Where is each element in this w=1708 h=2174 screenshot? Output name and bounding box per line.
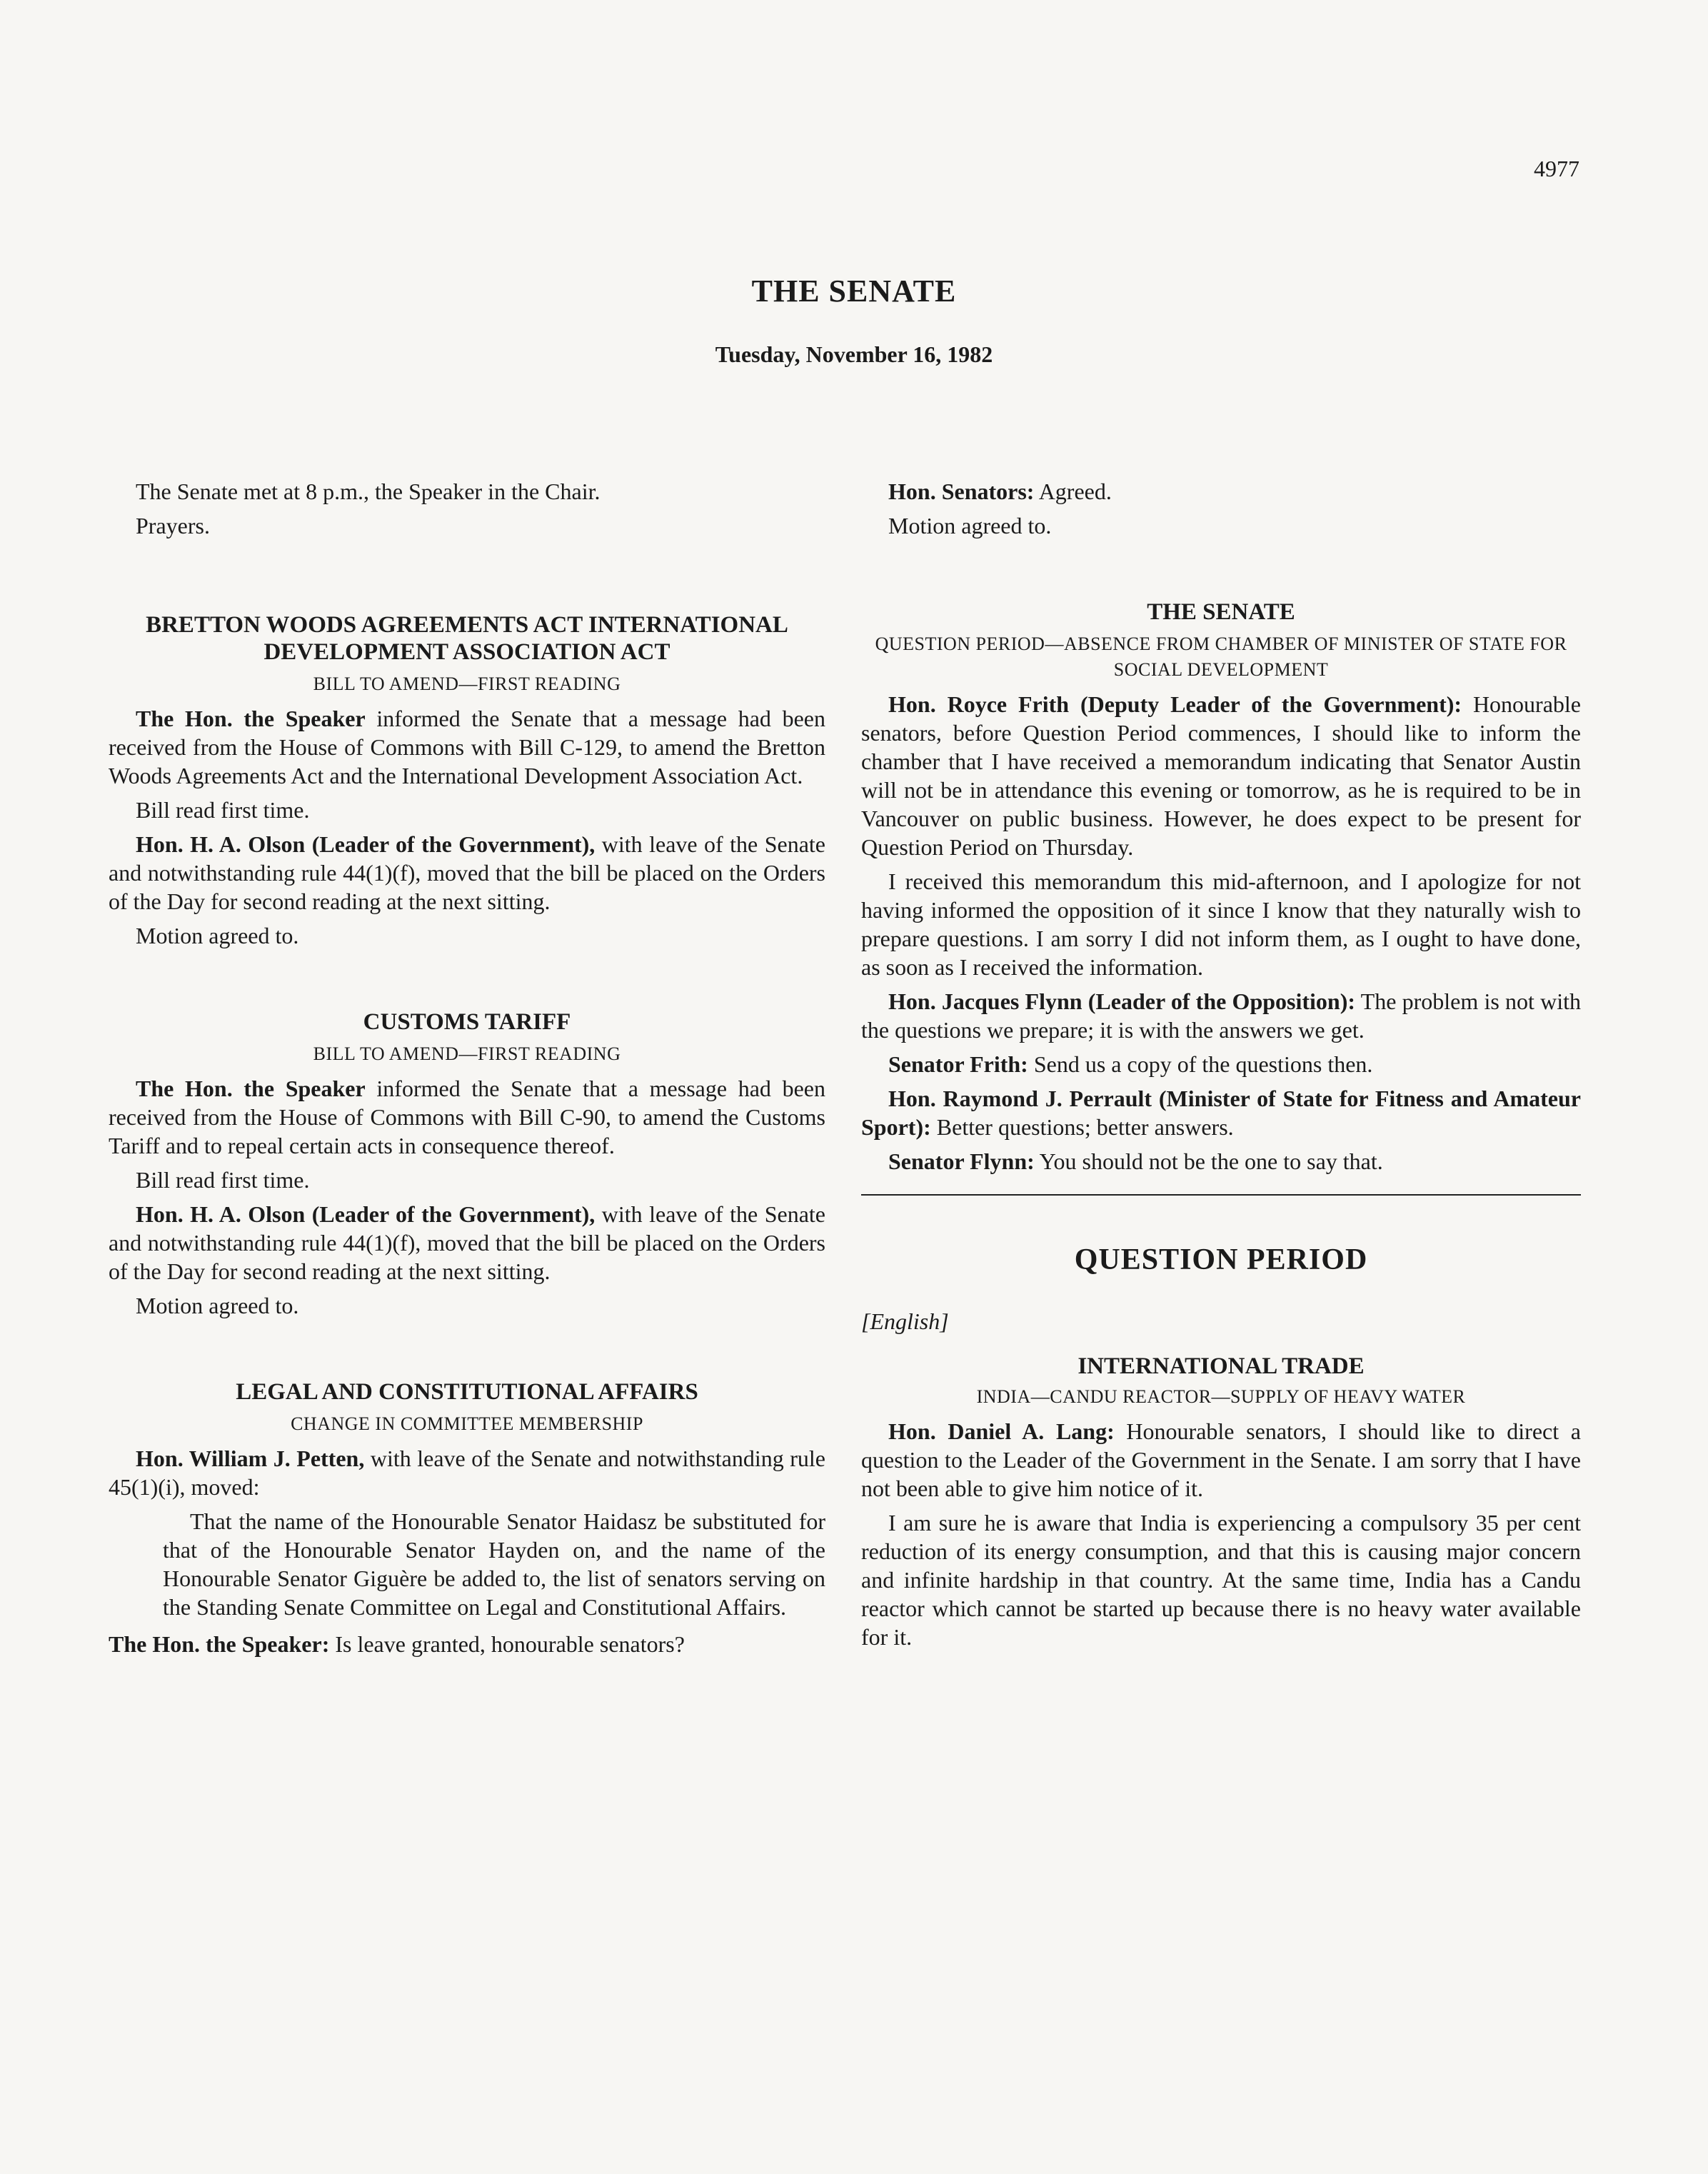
speaker-name: Hon. Raymond J. Perrault (Minister of State for Fitness and Amateur Sport):: [861, 1086, 1581, 1140]
topic-subheading: INDIA—CANDU REACTOR—SUPPLY OF HEAVY WATER: [976, 1386, 1466, 1407]
topic-heading: INTERNATIONAL TRADE: [1077, 1353, 1365, 1379]
section-heading: BRETTON WOODS AGREEMENTS ACT INTERNATIONAL DEVELOPMENT ASSOCIATION ACT: [146, 612, 788, 665]
speaker-name: Hon. Jacques Flynn (Leader of the Opposition):: [888, 988, 1356, 1014]
page-date: Tuesday, November 16, 1982: [715, 341, 993, 367]
speaker-name: Hon. H. A. Olson (Leader of the Government),: [136, 831, 596, 857]
section-customs-tariff: [109, 1008, 825, 1320]
section-divider: [861, 1194, 1581, 1196]
page-number: 4977: [1534, 156, 1579, 181]
speech-paragraph: I am sure he is aware that India is experiencing a compulsory 35 per cent reduction of its energy consumption, and that this is causing major concern and infinite hardship in that country. At the same time, India has a Candu reactor which cannot be started up because there is no heavy water available for it.: [861, 1510, 1581, 1650]
section-subheading: BILL TO AMEND—FIRST READING: [313, 1043, 621, 1064]
procedural-note: Motion agreed to.: [136, 923, 299, 948]
section-subheading: BILL TO AMEND—FIRST READING: [313, 673, 621, 694]
speech-paragraph: [861, 1417, 1581, 1503]
section-subheading: CHANGE IN COMMITTEE MEMBERSHIP: [291, 1413, 643, 1434]
section-heading: THE SENATE: [1147, 599, 1295, 625]
speech-paragraph: [861, 477, 1581, 506]
procedural-note: Bill read first time.: [136, 1167, 310, 1193]
page-title: THE SENATE: [751, 274, 957, 309]
speaker-name: The Hon. the Speaker: [136, 1076, 366, 1101]
speech-paragraph: [109, 1630, 825, 1658]
speech-text: Honourable senators, before Question Period commences, I should like to inform the chamber that I have received a memorandum indicating that Senator Austin will not be in attendance this evening or tomorrow, as he is required to be in Vancouver on public business. However, he does expect to be present for Question Period on Thursday.: [861, 691, 1582, 860]
speech-text: Agreed.: [1034, 479, 1112, 504]
speech-paragraph: [861, 1147, 1581, 1176]
speech-paragraph: [109, 1444, 825, 1501]
procedural-note: Bill read first time.: [136, 797, 310, 823]
left-column: [109, 477, 825, 1664]
opening-statement: The Senate met at 8 p.m., the Speaker in the Chair.: [136, 479, 601, 504]
speech-paragraph: [109, 1200, 825, 1286]
section-question-period: [861, 1243, 1581, 1651]
speaker-name: The Hon. the Speaker: [136, 706, 366, 731]
speaker-name: Senator Frith:: [888, 1051, 1028, 1077]
speech-text: informed the Senate that a message had been received from the House of Commons with Bill C-90, to amend the Customs Tariff and to repeal certain acts in consequence thereof.: [109, 1076, 826, 1158]
speaker-name: Hon. H. A. Olson (Leader of the Government),: [136, 1201, 596, 1227]
speech-text: Send us a copy of the questions then.: [1028, 1051, 1373, 1077]
speech-text: Honourable senators, I should like to direct a question to the Leader of the Government in the Senate. I am sorry that I have not been able to give him notice of it.: [861, 1418, 1582, 1501]
section-heading: QUESTION PERIOD: [1074, 1243, 1368, 1276]
section-senate-question-period: [861, 598, 1581, 1176]
section-legal-constitutional: [109, 1378, 825, 1658]
speech-text: with leave of the Senate and notwithstanding rule 45(1)(i), moved:: [109, 1446, 826, 1500]
procedural-note: Motion agreed to.: [888, 513, 1052, 539]
motion-text: That the name of the Honourable Senator Haidasz be substituted for that of the Honourable Senator Hayden on, and the name of the Honourable Senator Giguère be added to, the list of senators serving on the Standing Senate Committee on Legal and Constitutional Affairs.: [163, 1508, 825, 1620]
procedural-note: Motion agreed to.: [136, 1293, 299, 1318]
speech-text: Better questions; better answers.: [930, 1114, 1234, 1140]
speaker-name: Hon. Senators:: [888, 479, 1035, 504]
speech-paragraph: [861, 1050, 1581, 1078]
speech-text: Is leave granted, honourable senators?: [329, 1631, 685, 1657]
section-heading: LEGAL AND CONSTITUTIONAL AFFAIRS: [236, 1379, 698, 1405]
speech-text: You should not be the one to say that.: [1034, 1148, 1383, 1174]
speech-paragraph: [861, 1084, 1581, 1141]
right-column: [861, 477, 1581, 1657]
speech-paragraph: [109, 1074, 825, 1160]
speech-paragraph: [109, 704, 825, 790]
speaker-name: The Hon. the Speaker:: [109, 1631, 330, 1657]
speaker-name: Hon. William J. Petten,: [136, 1446, 365, 1471]
speaker-name: Senator Flynn:: [888, 1148, 1035, 1174]
section-subheading: QUESTION PERIOD—ABSENCE FROM CHAMBER OF MINISTER OF STATE FOR SOCIAL DEVELOPMENT: [875, 633, 1567, 680]
speech-text: informed the Senate that a message had been received from the House of Commons with Bill C-129, to amend the Bretton Woods Agreements Act and the International Development Association Act.: [109, 706, 826, 788]
language-marker: [English]: [861, 1308, 949, 1334]
speaker-name: Hon. Daniel A. Lang:: [888, 1418, 1115, 1444]
speech-paragraph: I received this memorandum this mid-afternoon, and I apologize for not having informed the opposition of it since I know that they naturally wish to prepare questions. I am sorry I did not inform them, as I ought to have done, as soon as I received the information.: [861, 868, 1581, 980]
speech-paragraph: [861, 987, 1581, 1044]
speech-text: with leave of the Senate and notwithstanding rule 44(1)(f), moved that the bill be placed on the Orders of the Day for second reading at the next sitting.: [109, 831, 826, 914]
prayers: Prayers.: [136, 513, 210, 539]
speech-paragraph: [109, 830, 825, 916]
section-bretton-woods: [109, 611, 825, 950]
speaker-name: Hon. Royce Frith (Deputy Leader of the Government):: [888, 691, 1462, 717]
speech-paragraph: [861, 690, 1581, 861]
speech-text: with leave of the Senate and notwithstanding rule 44(1)(f), moved that the bill be placed on the Orders of the Day for second reading at the next sitting.: [109, 1201, 826, 1284]
speech-text: The problem is not with the questions we prepare; it is with the answers we get.: [861, 988, 1582, 1043]
section-heading: CUSTOMS TARIFF: [363, 1009, 571, 1035]
